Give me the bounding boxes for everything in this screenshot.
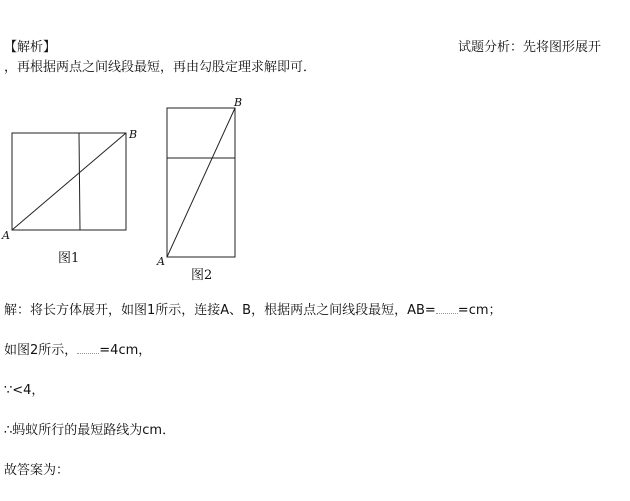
- solution-line-2-suffix: =4cm，: [99, 343, 152, 358]
- fig2-point-b: B: [234, 96, 243, 109]
- solution-line-2-prefix: 如图2所示，: [4, 343, 78, 358]
- fig1-point-a: A: [2, 229, 10, 242]
- analysis-label: 【解析】: [4, 40, 57, 55]
- fig2-point-a: A: [157, 255, 165, 268]
- formula-image-placeholder: [436, 307, 458, 314]
- analysis-hint-left: ，再根据两点之间线段最短，再由勾股定理求解即可．: [4, 60, 317, 75]
- fig1-caption: 图1: [58, 251, 80, 266]
- formula-image-placeholder: [77, 347, 99, 354]
- solution-line-1-text: 解：将长方体展开，如图1所示，连接A、B，根据两点之间线段最短，AB=: [4, 303, 436, 318]
- fig2-caption: 图2: [191, 268, 213, 283]
- solution-line-1: [4, 303, 502, 319]
- solution-line-3: ∵<4，: [4, 383, 45, 398]
- fig2-path-ab: [167, 108, 235, 257]
- solution-line-2: [4, 343, 151, 359]
- fig1-point-b: B: [129, 128, 138, 141]
- fig1-path-ab: [12, 133, 126, 230]
- analysis-hint-right: 试题分析：先将图形展开: [458, 40, 602, 55]
- solution-line-1-unit: =cm；: [457, 303, 502, 318]
- solution-line-5: 故答案为：: [4, 463, 70, 478]
- solution-line-4: ∴蚂蚁所行的最短路线为cm．: [4, 423, 176, 438]
- fig1-fold-line: [79, 133, 80, 230]
